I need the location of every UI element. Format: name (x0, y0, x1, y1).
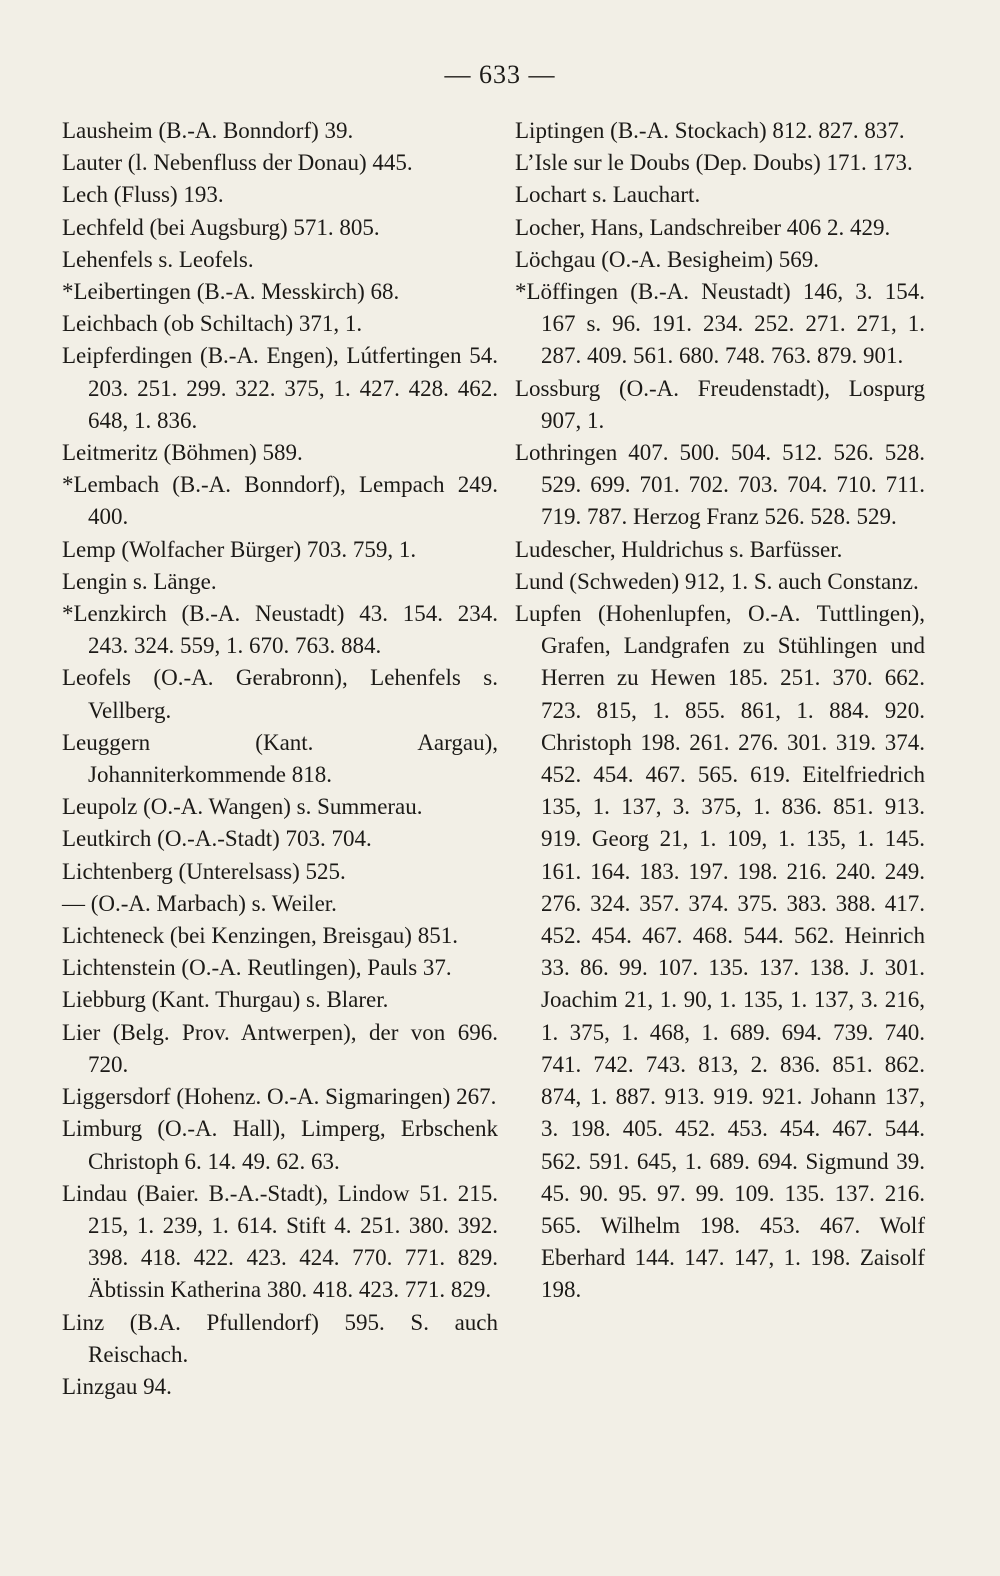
index-entry: Lichtenberg (Unterelsass) 525. (62, 858, 346, 884)
index-entry: Leuggern (Kant. Aargau), Johanniterkommende 818. (62, 729, 498, 788)
index-entry: Leichbach (ob Schiltach) 371, 1. (62, 311, 363, 337)
index-entry: Lausheim (B.-A. Bonndorf) 39. (62, 118, 354, 143)
index-entry: Lichteneck (bei Kenzingen, Breisgau) 851. (62, 923, 458, 949)
index-entry: Linz (B.A. Pfullendorf) 595. S. auch Reischach. (62, 1309, 498, 1367)
index-entry: — (O.-A. Marbach) s. Weiler. (62, 890, 337, 916)
index-entry: Lund (Schweden) 912, 1. S. auch Constanz. (515, 568, 919, 594)
index-entry: *Leibertingen (B.-A. Messkirch) 68. (62, 279, 400, 305)
index-entry: Lier (Belg. Prov. Antwerpen), der von 696. 720. (62, 1019, 498, 1077)
index-entry: Lossburg (O.-A. Freudenstadt), Lospurg 907, 1. (515, 375, 925, 433)
index-entry: Lechfeld (bei Augsburg) 571. 805. (62, 214, 380, 240)
index-entry: *Löffingen (B.-A. Neustadt) 146, 3. 154. 167 s. 96. 191. 234. 252. 271. 271, 1. 287. 409. 561. 680. 748. 763. 879. 901. (515, 279, 925, 369)
index-entry: Leutkirch (O.-A.-Stadt) 703. 704. (62, 826, 372, 852)
index-entry: Lech (Fluss) 193. (62, 182, 224, 208)
index-entry: Locher, Hans, Landschreiber 406 2. 429. (515, 214, 891, 240)
index-entry: Leofels (O.-A. Gerabronn), Lehenfels s. Vellberg. (62, 665, 498, 723)
index-entry: Linzgau 94. (62, 1373, 172, 1399)
index-entry: Lupfen (Hohenlupfen, O.-A. Tuttlingen), Grafen, Landgrafen zu Stühlingen und Herren zu Hewen 185. 251. 370. 662. 723. 815, 1. 855. 861, 1. 884. 920. Christoph 198. 261. 276. 301. 319. 374. 452. 454. 467. 565. 619. Eitelfriedrich 135, 1. 137, 3. 375, 1. 836. 851. 913. 919. Georg 21, 1. 109, 1. 135, 1. 145. 161. 164. 183. 197. 198. 216. 240. 249. 276. 324. 357. 374. 375. 383. 388. 417. 452. 454. 467. 468. 544. 562. Heinrich 33. 86. 99. 107. 135. 137. 138. J. 301. Joachim 21, 1. 90, 1. 135, 1. 137, 3. 216, 1. 375, 1. 468, 1. 689. 694. 739. 740. 741. 742. 743. 813, 2. 836. 851. 862. 874, 1. 887. 913. 919. 921. Johann 137, 3. 198. 405. 452. 453. 454. 467. 544. 562. 591. 645, 1. 689. 694. Sigmund 39. 45. 90. 95. 97. 99. 109. 135. 137. 216. 565. Wilhelm 198. 453. 467. Wolf Eberhard 144. 147. 147, 1. 198. Zaisolf 198. (515, 601, 925, 1303)
index-entry: *Lembach (B.-A. Bonndorf), Lempach 249. 400. (62, 472, 498, 530)
index-entry: Lengin s. Länge. (62, 568, 217, 594)
index-entry: Lochart s. Lauchart. (515, 182, 701, 208)
index-entry: Leitmeritz (Böhmen) 589. (62, 440, 303, 466)
index-column-left (62, 115, 498, 1403)
index-entry: Liggersdorf (Hohenz. O.-A. Sigmaringen) 267. (62, 1084, 497, 1110)
index-entry: Lichtenstein (O.-A. Reutlingen), Pauls 37. (62, 955, 452, 981)
index-entry: Ludescher, Huldrichus s. Barfüsser. (515, 536, 843, 562)
index-entry: Liebburg (Kant. Thurgau) s. Blarer. (62, 987, 389, 1013)
index-entry: Lauter (l. Nebenfluss der Donau) 445. (62, 150, 413, 176)
index-entry: Lemp (Wolfacher Bürger) 703. 759, 1. (62, 536, 417, 562)
index-column-right (515, 115, 925, 1307)
index-entry: *Lenzkirch (B.-A. Neustadt) 43. 154. 234. 243. 324. 559, 1. 670. 763. 884. (62, 601, 498, 659)
index-entry: Lothringen 407. 500. 504. 512. 526. 528. 529. 699. 701. 702. 703. 704. 710. 711. 719. 787. Herzog Franz 526. 528. 529. (515, 440, 925, 530)
index-entry: Leipferdingen (B.-A. Engen), Lútfertingen 54. 203. 251. 299. 322. 375, 1. 427. 428. 462. 648, 1. 836. (62, 343, 498, 433)
index-entry: Löchgau (O.-A. Besigheim) 569. (515, 246, 820, 272)
index-entry: Limburg (O.-A. Hall), Limperg, Erbschenk Christoph 6. 14. 49. 62. 63. (62, 1116, 498, 1174)
index-entry: Leupolz (O.-A. Wangen) s. Summerau. (62, 794, 423, 820)
index-entry: Liptingen (B.-A. Stockach) 812. 827. 837. (515, 118, 905, 143)
index-entry: Lindau (Baier. B.-A.-Stadt), Lindow 51. 215. 215, 1. 239, 1. 614. Stift 4. 251. 380. 392. 398. 418. 422. 423. 424. 770. 771. 829. Äbtissin Katherina 380. 418. 423. 771. 829. (62, 1180, 498, 1303)
index-entry: Lehenfels s. Leofels. (62, 246, 254, 272)
index-entry: L’Isle sur le Doubs (Dep. Doubs) 171. 173. (515, 150, 913, 176)
page-number: — 633 — (444, 60, 556, 89)
